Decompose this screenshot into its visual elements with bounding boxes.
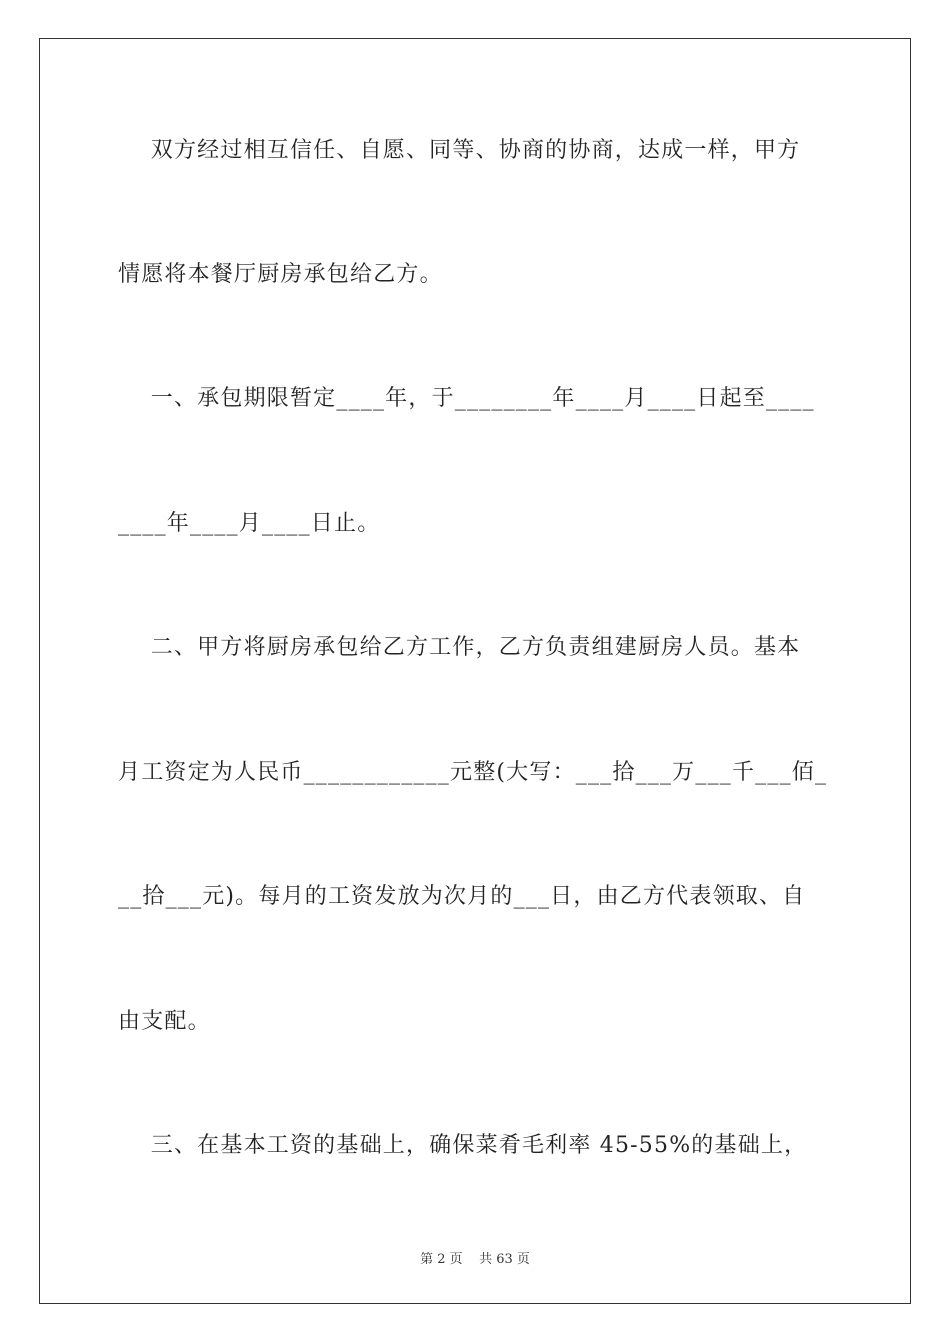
paragraph-line-9: 三、在基本工资的基础上，确保菜肴毛利率 45-55%的基础上， (118, 1133, 808, 1158)
paragraph-line-1: 双方经过相互信任、自愿、同等、协商的协商，达成一样，甲方 (118, 138, 801, 163)
page-border (39, 38, 911, 1304)
page-footer: 第 2 页 共 63 页 (420, 1252, 530, 1267)
paragraph-line-8: 由支配。 (118, 1009, 211, 1034)
paragraph-line-4: ____年____月____日止。 (118, 511, 381, 536)
paragraph-line-3: 一、承包期限暂定____年，于________年____月____日起至____ (118, 386, 815, 411)
paragraph-line-6: 月工资定为人民币____________元整(大写：___拾___万___千___佰_ (118, 760, 828, 785)
paragraph-line-2: 情愿将本餐厅厨房承包给乙方。 (118, 262, 443, 287)
paragraph-line-5: 二、甲方将厨房承包给乙方工作，乙方负责组建厨房人员。基本 (118, 635, 801, 660)
paragraph-line-7: __拾___元)。每月的工资发放为次月的___日，由乙方代表领取、自 (118, 884, 806, 909)
